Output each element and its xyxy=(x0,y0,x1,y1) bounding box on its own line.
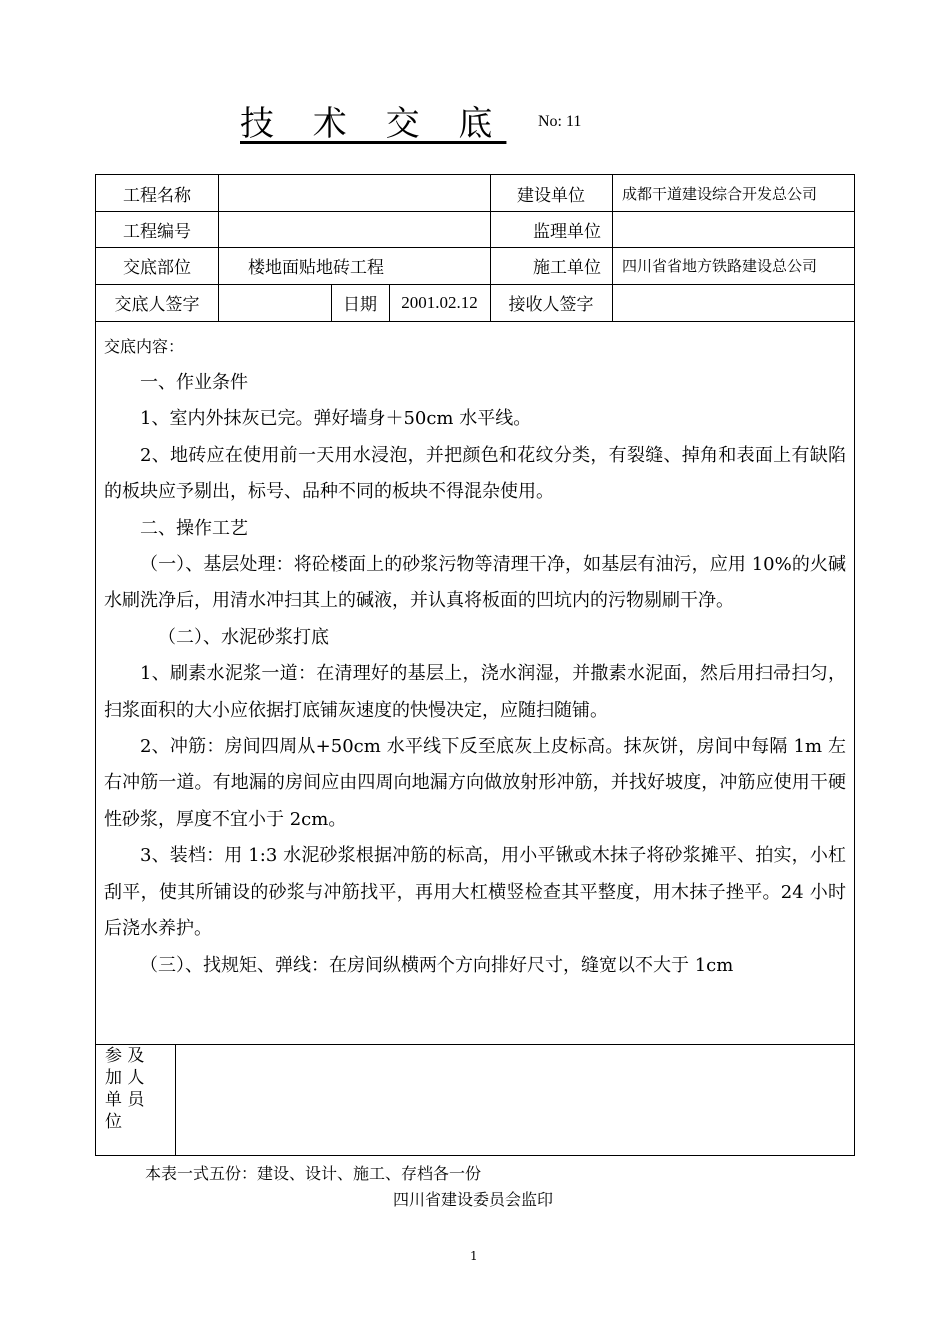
content-paragraph: （一）、基层处理：将砼楼面上的砂浆污物等清理干净，如基层有油污，应用 10%的火碱水刷洗净后，用清水冲扫其上的碱液，并认真将板面的凹坑内的污物剔刷干净。 xyxy=(104,554,846,612)
location-field[interactable]: 楼地面贴地砖工程 xyxy=(248,258,384,278)
participants-label-line: 位 xyxy=(105,1112,122,1132)
participants-label xyxy=(105,1045,169,1133)
document-number: No: 11 xyxy=(538,113,582,130)
project-no-label: 工程编号 xyxy=(123,221,191,242)
content-paragraph: 1、室内外抹灰已完。弹好墙身＋50cm 水平线。 xyxy=(140,408,532,430)
content-paragraph: 1、刷素水泥浆一道：在清理好的基层上，浇水润湿，并撒素水泥面，然后用扫帚扫匀，扫浆面积的大小应依据打底铺灰速度的快慢决定，应随扫随铺。 xyxy=(104,663,846,721)
disclosure-content xyxy=(104,329,846,984)
document-title: 技 术 交 底 xyxy=(240,104,507,144)
supervisor-label: 监理单位 xyxy=(533,221,601,242)
content-paragraph: （三）、找规矩、弹线：在房间纵横两个方向排好尺寸，缝宽以不大于 1cm xyxy=(140,954,734,976)
project-no-field[interactable] xyxy=(226,211,486,247)
page-number: 1 xyxy=(470,1249,478,1263)
supervisor-field[interactable] xyxy=(622,211,852,247)
builder-field[interactable]: 成都干道建设综合开发总公司 xyxy=(622,184,818,203)
section-heading: 一、作业条件 xyxy=(140,372,248,393)
disclosure-form xyxy=(95,174,855,1156)
contractor-field[interactable]: 四川省省地方铁路建设总公司 xyxy=(622,257,818,275)
giver-signature-field[interactable] xyxy=(222,284,328,321)
contractor-label: 施工单位 xyxy=(533,258,601,278)
participants-label-line: 加 人 xyxy=(105,1068,145,1088)
section-heading: 二、操作工艺 xyxy=(140,517,248,539)
participants-label-line: 单 员 xyxy=(105,1090,145,1110)
printer-note: 四川省建设委员会监印 xyxy=(393,1190,554,1209)
content-paragraph: 2、冲筋：房间四周从+50cm 水平线下反至底灰上皮标高。抹灰饼，房间中每隔 1m 左右冲筋一道。有地漏的房间应由四周向地漏方向做放射形冲筋，并找好坡度，冲筋应使用干硬性砂浆，厚度不宜小于 2cm。 xyxy=(104,736,846,830)
content-paragraph: 3、装档：用 1:3 水泥砂浆根据冲筋的标高，用小平锹或木抹子将砂浆摊平、拍实，小杠刮平，使其所铺设的砂浆与冲筋找平，再用大杠横竖检查其平整度，用木抹子挫平。24 小时后浇水养护。 xyxy=(104,845,846,940)
receiver-signature-label: 接收人签字 xyxy=(508,295,594,315)
receiver-signature-field[interactable] xyxy=(622,284,852,321)
content-paragraph: 2、地砖应在使用前一天用水浸泡，并把颜色和花纹分类，有裂缝、掉角和表面上有缺陷的板块应予剔出，标号、品种不同的板块不得混杂使用。 xyxy=(104,444,846,503)
participants-field[interactable] xyxy=(182,1047,842,1151)
copies-note: 本表一式五份：建设、设计、施工、存档各一份 xyxy=(145,1164,482,1183)
location-label: 交底部位 xyxy=(123,258,191,278)
participants-label-line: 参 及 xyxy=(105,1046,145,1066)
content-label: 交底内容： xyxy=(104,337,185,356)
builder-label: 建设单位 xyxy=(517,185,585,206)
project-name-field[interactable] xyxy=(226,175,486,211)
date-label: 日期 xyxy=(343,295,377,315)
section-heading: （二）、水泥砂浆打底 xyxy=(158,626,329,648)
giver-signature-label: 交底人签字 xyxy=(114,295,200,315)
date-field[interactable]: 2001.02.12 xyxy=(401,292,478,312)
project-name-label: 工程名称 xyxy=(123,185,191,206)
